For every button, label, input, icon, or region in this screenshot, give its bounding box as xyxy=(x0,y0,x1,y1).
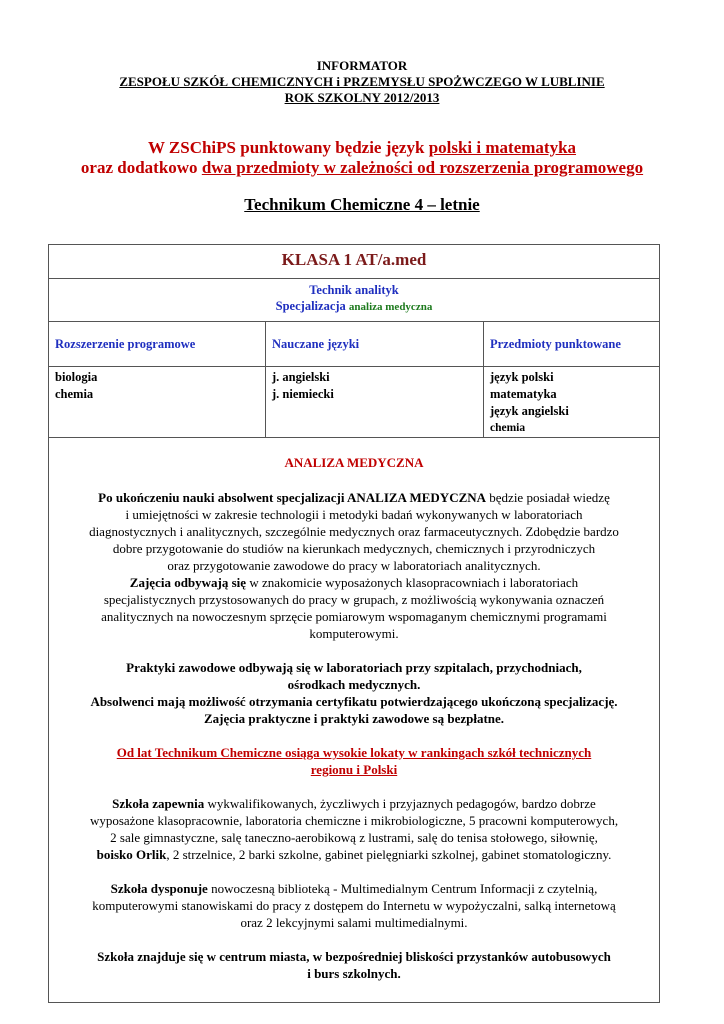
description-line: oraz przygotowanie zawodowe do pracy w laboratoriach analitycznych. xyxy=(167,558,541,573)
school-has-line xyxy=(53,880,655,897)
column-header-scored-subjects: Przedmioty punktowane xyxy=(484,322,660,367)
description-line: diagnostycznych i analitycznych, szczególnie medycznych oraz farmaceutycznych. Zdobędzie bardzo xyxy=(89,524,619,539)
text: wykwalifikowanych, życzliwych i przyjaznych pedagogów, bardzo dobrze xyxy=(204,796,596,811)
scored-subject-item: chemia xyxy=(490,422,526,434)
bold-text: Po ukończeniu nauki absolwent specjalizacji ANALIZA MEDYCZNA xyxy=(98,490,487,505)
profession-cell xyxy=(49,279,660,322)
description-line: i umiejętności w zakresie technologii i metodyki badań wykonywanych w laboratoriach xyxy=(125,507,583,522)
description-line: analitycznych na nowoczesnym sprzęcie pomiarowym wspomaganym chemicznymi programami xyxy=(101,609,607,624)
specialization-label: Specjalizacja xyxy=(275,299,346,313)
extension-item: biologia xyxy=(55,370,98,384)
description-line xyxy=(53,574,655,591)
text: w znakomicie wyposażonych klasopracowniach i laboratoriach xyxy=(246,575,579,590)
location-line: i burs szkolnych. xyxy=(307,966,401,981)
school-provides-line xyxy=(53,795,655,812)
ranking-line: regionu i Polski xyxy=(310,762,398,777)
specialization-name: analiza medyczna xyxy=(348,301,433,313)
headline-underlined-2: dwa przedmioty w zależności od rozszerzenia programowego xyxy=(201,158,644,177)
internship-line: Praktyki zawodowe odbywają się w laboratoriach przy szpitalach, przychodniach, xyxy=(126,660,582,675)
description-line: komputerowymi. xyxy=(309,626,399,641)
text: będzie posiadał wiedzę xyxy=(486,490,610,505)
header-school-name: ZESPOŁU SZKÓŁ CHEMICZNYCH i PRZEMYSŁU SPOŻWCZEGO W LUBLINIE xyxy=(119,74,605,89)
class-info-table xyxy=(48,244,660,1003)
profession-title: Technik analityk xyxy=(309,283,399,297)
language-item: j. angielski xyxy=(272,370,330,384)
headline-text-1: W ZSChiPS punktowany będzie język xyxy=(147,138,429,157)
specialization-line xyxy=(55,298,653,315)
school-has-line: oraz 2 lekcyjnymi salami multimedialnymi. xyxy=(240,915,468,930)
bold-text: Szkoła zapewnia xyxy=(112,796,205,811)
school-type-title: Technikum Chemiczne 4 – letnie xyxy=(244,195,480,214)
header-school-year: ROK SZKOLNY 2012/2013 xyxy=(284,90,440,105)
internship-line: ośrodkach medycznych. xyxy=(287,677,421,692)
description-title: ANALIZA MEDYCZNA xyxy=(284,455,424,470)
class-name: KLASA 1 AT/a.med xyxy=(49,245,660,279)
headline-text-2: oraz dodatkowo xyxy=(80,158,202,177)
language-values xyxy=(266,367,484,438)
headline-underlined-1: polski i matematyka xyxy=(428,138,577,157)
headline-line-2 xyxy=(0,158,724,178)
extension-item: chemia xyxy=(55,387,94,401)
free-classes-line: Zajęcia praktyczne i praktyki zawodowe są bezpłatne. xyxy=(203,711,505,726)
description-paragraph xyxy=(53,489,655,506)
text: , 2 strzelnice, 2 barki szkolne, gabinet pielęgniarki szkolnej, gabinet stomatologiczny. xyxy=(166,847,612,862)
scored-subject-item: język polski xyxy=(490,370,554,384)
bold-text: Zajęcia odbywają się xyxy=(129,575,247,590)
headline-line-1 xyxy=(0,138,724,158)
header-title: INFORMATOR xyxy=(316,58,408,73)
column-header-extension: Rozszerzenie programowe xyxy=(49,322,266,367)
scored-subject-values xyxy=(484,367,660,438)
specialization-description xyxy=(49,438,660,1003)
school-provides-line xyxy=(53,846,655,863)
certificate-line: Absolwenci mają możliwość otrzymania certyfikatu potwierdzającego ukończoną specjalizację. xyxy=(90,694,618,709)
description-line: specjalistycznych przystosowanych do pracy w grupach, z możliwością wykonywania oznaczeń xyxy=(103,592,605,607)
school-has-line: komputerowymi stanowiskami do pracy z dostępem do Internetu w wypożyczalni, salką internetową xyxy=(92,898,616,913)
bold-text: boisko Orlik xyxy=(96,847,167,862)
column-header-languages: Nauczane języki xyxy=(266,322,484,367)
document-header xyxy=(0,58,724,106)
ranking-line: Od lat Technikum Chemiczne osiąga wysokie lokaty w rankingach szkół technicznych xyxy=(116,745,592,760)
school-provides-line: wyposażone klasopracownie, laboratoria chemiczne i mikrobiologiczne, 5 pracowni komputerowych, xyxy=(89,813,619,828)
bold-text: Szkoła dysponuje xyxy=(110,881,208,896)
language-item: j. niemiecki xyxy=(272,387,334,401)
scored-subject-item: matematyka xyxy=(490,387,557,401)
extension-values xyxy=(49,367,266,438)
location-line: Szkoła znajduje się w centrum miasta, w bezpośredniej bliskości przystanków autobusowych xyxy=(97,949,611,964)
school-provides-line: 2 sale gimnastyczne, salę taneczno-aerobikową z lustrami, salę do tenisa stołowego, siłownię, xyxy=(110,830,598,845)
text: nowoczesną biblioteką - Multimedialnym Centrum Informacji z czytelnią, xyxy=(207,881,598,896)
description-line: dobre przygotowanie do studiów na kierunkach medycznych, chemicznych i przyrodniczych xyxy=(112,541,596,556)
scoring-headline xyxy=(0,138,724,178)
scored-subject-item: język angielski xyxy=(490,404,569,418)
